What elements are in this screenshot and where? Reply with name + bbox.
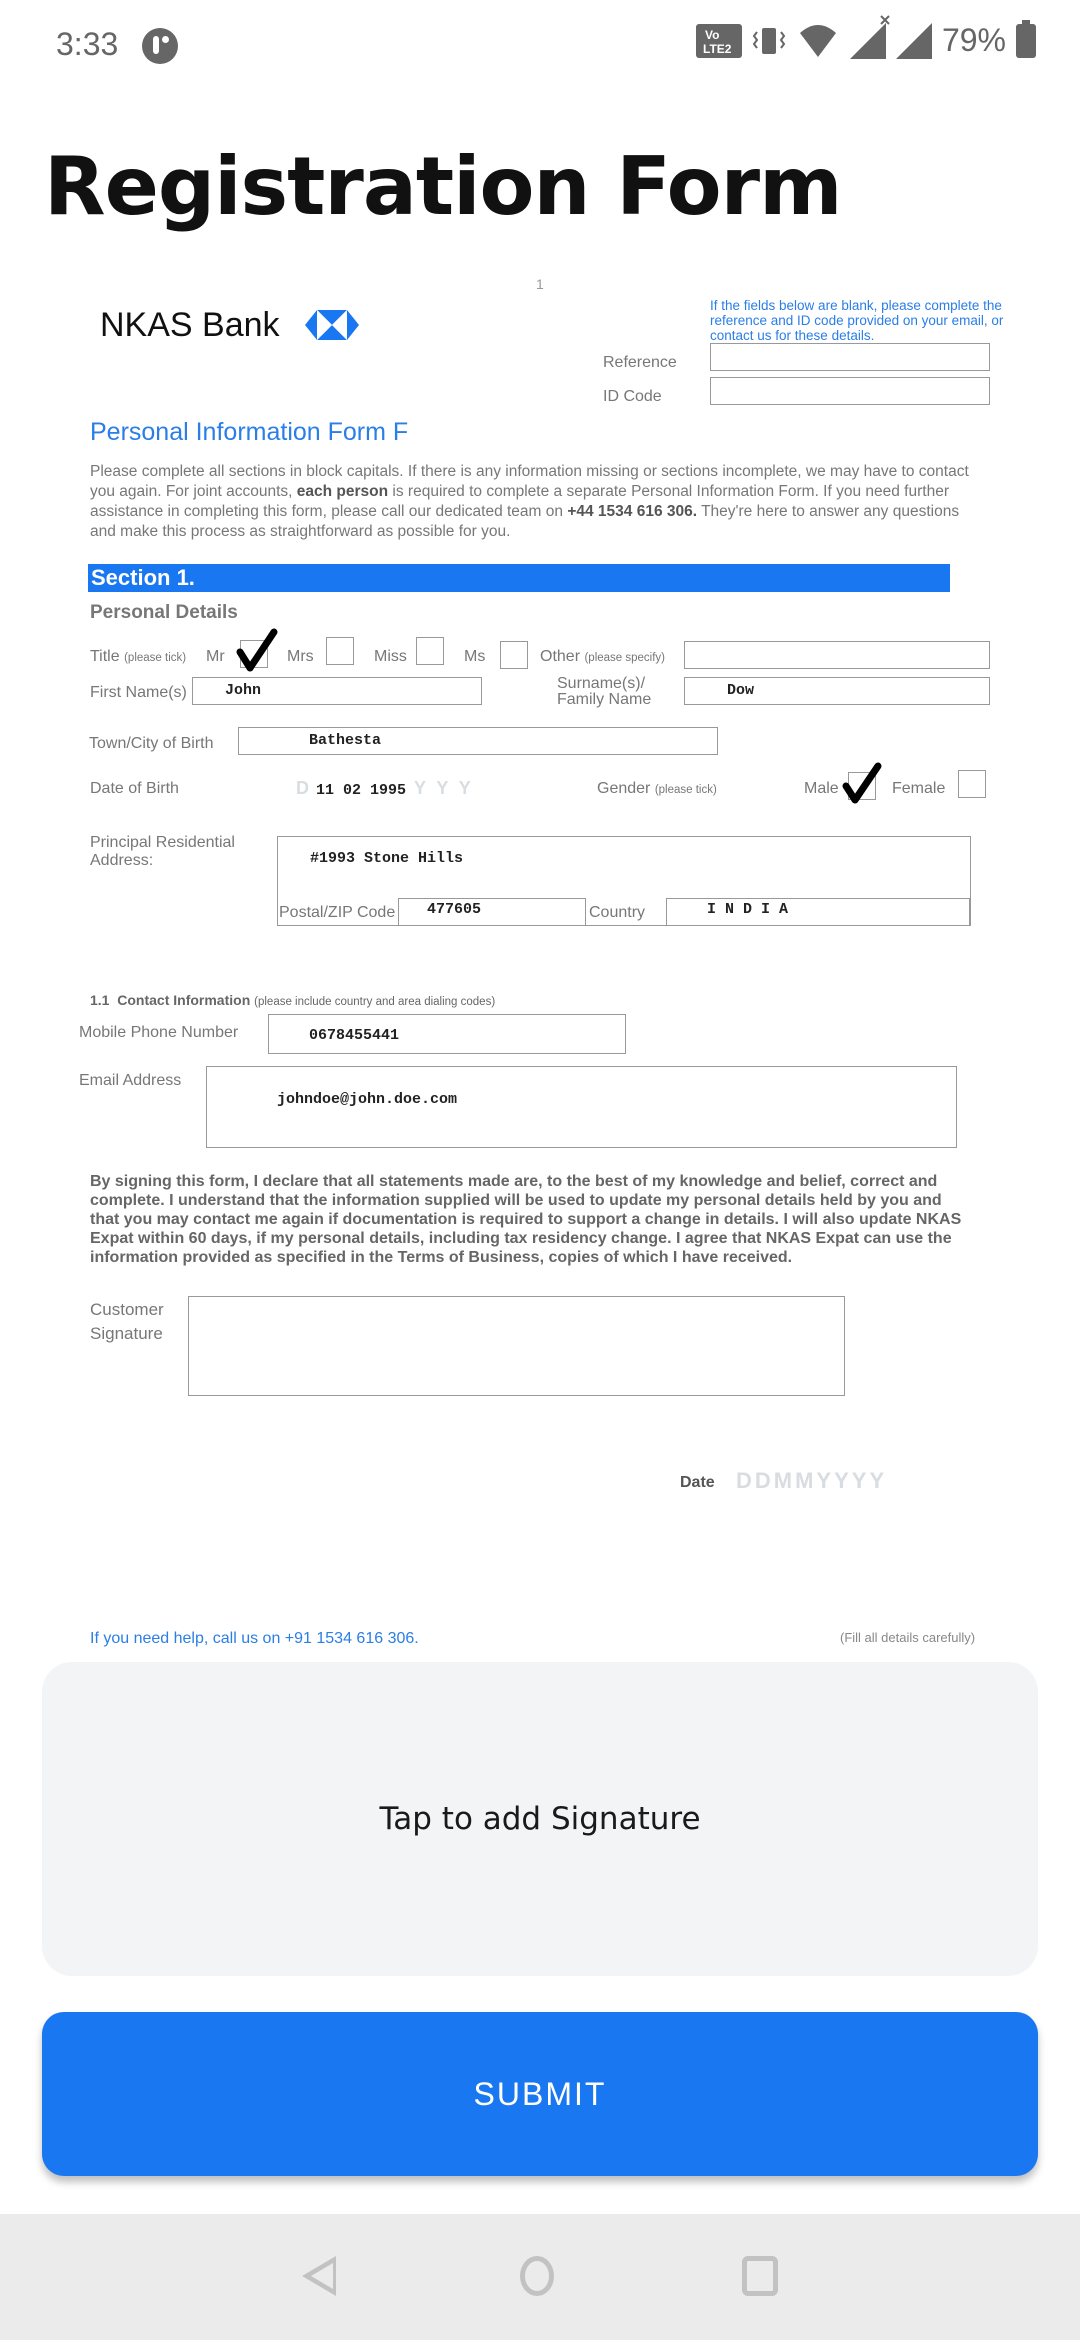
- customer-signature-box[interactable]: [188, 1296, 845, 1396]
- status-icons: [696, 22, 1036, 59]
- intro-part-1: Please complete all sections in block capitals. If there is any information missing or sections incomplete, we may have to contact you again. For joint accounts,: [90, 463, 969, 500]
- app-notification-icon: [142, 28, 178, 64]
- signature-date-field[interactable]: DDMMYYYY: [736, 1468, 888, 1493]
- address-label: Principal Residential Address:: [90, 834, 235, 869]
- postal-code-field[interactable]: 477605: [398, 898, 586, 926]
- gender-male-checkbox[interactable]: [848, 772, 876, 800]
- vibrate-icon: [752, 24, 786, 58]
- bank-name: NKAS Bank: [100, 306, 280, 344]
- surname-label: Surname(s)/ Family Name: [557, 675, 652, 708]
- intro-part-3: They're here to answer any questions and make this process as straightforward as possible for you.: [90, 503, 960, 540]
- mobile-phone-field[interactable]: 0678455441: [268, 1014, 626, 1054]
- first-name-field[interactable]: John: [192, 677, 482, 705]
- fill-note: (Fill all details carefully): [840, 1630, 976, 1645]
- id-code-field[interactable]: [710, 377, 990, 405]
- intro-text: [90, 462, 970, 542]
- section-1-header: Section 1.: [88, 564, 950, 592]
- intro-part-2: is required to complete a separate Personal Information Form. If you need further assistance in completing this form, please call our dedicated team on: [90, 483, 949, 520]
- recent-apps-icon[interactable]: [742, 2256, 778, 2296]
- mobile-label: Mobile Phone Number: [79, 1024, 239, 1041]
- submit-button[interactable]: SUBMIT: [42, 2012, 1038, 2176]
- gender-label: Gender (please tick): [597, 780, 717, 797]
- dob-label: Date of Birth: [90, 780, 179, 797]
- other-label: Other (please specify): [540, 648, 666, 665]
- battery-icon: [1016, 24, 1036, 58]
- first-name-label: First Name(s): [90, 684, 187, 701]
- form-heading: Personal Information Form F: [90, 418, 409, 446]
- svg-text:LTE2: LTE2: [702, 41, 732, 56]
- declaration-text: By signing this form, I declare that all statements made are, to the best of my knowledge and belief, correct and complete. I understand that the information supplied will be used to update my personal details held by you and that you may contact me again if documentation is required to support a change in details. I will also update NKAS Expat within 60 days, if my personal details, including tax residency change. I agree that NKAS Expat can use the information provided as specified in the Terms of Business, copies of which I have received.: [90, 1173, 962, 1266]
- back-icon[interactable]: [302, 2256, 336, 2296]
- email-label: Email Address: [79, 1072, 182, 1089]
- personal-details-heading: Personal Details: [90, 602, 238, 623]
- home-icon[interactable]: [520, 2256, 554, 2296]
- customer-signature-label: Customer Signature: [90, 1300, 164, 1343]
- gender-female-label: Female: [892, 780, 946, 797]
- help-text: If you need help, call us on +91 1534 616 306.: [90, 1630, 419, 1647]
- dob-field[interactable]: [296, 778, 474, 799]
- intro-bold-each-person: each person: [296, 483, 389, 500]
- contact-heading: 1.1 Contact Information (please include country and area dialing codes): [90, 992, 496, 1008]
- title-option-miss-label: Miss: [374, 648, 407, 665]
- surname-field[interactable]: Dow: [684, 677, 990, 705]
- dob-placeholder-prefix: D: [296, 778, 312, 798]
- address-field[interactable]: #1993 Stone Hills: [310, 850, 464, 867]
- status-time: 3:33: [56, 26, 119, 62]
- svg-text:Vo: Vo: [704, 27, 720, 42]
- bank-logo-icon: [305, 310, 359, 340]
- country-field[interactable]: I N D I A: [666, 898, 970, 926]
- town-label: Town/City of Birth: [89, 735, 214, 752]
- intro-bold-phone: +44 1534 616 306.: [567, 503, 698, 520]
- title-label: Title (please tick): [90, 648, 187, 665]
- reference-label: Reference: [603, 354, 677, 371]
- title-miss-checkbox[interactable]: [416, 637, 444, 665]
- volte-icon: [696, 24, 742, 58]
- reference-field[interactable]: [710, 343, 990, 371]
- postal-label: Postal/ZIP Code: [279, 904, 396, 921]
- gender-male-label: Male: [804, 780, 839, 797]
- title-ms-checkbox[interactable]: [500, 641, 528, 669]
- other-title-field[interactable]: [684, 641, 990, 669]
- signature-pad-label: Tap to add Signature: [379, 1801, 701, 1837]
- title-mrs-checkbox[interactable]: [326, 637, 354, 665]
- title-option-mr-label: Mr: [206, 648, 225, 665]
- email-field[interactable]: johndoe@john.doe.com: [206, 1066, 957, 1148]
- title-option-ms-label: Ms: [464, 648, 486, 665]
- id-code-label: ID Code: [603, 388, 662, 405]
- wifi-icon: [796, 23, 840, 59]
- reference-instructions: If the fields below are blank, please complete the reference and ID code provided on your email, or contact us for these details.: [710, 298, 1004, 343]
- dob-placeholder-suffix: Y Y Y: [414, 778, 474, 798]
- signal-icon: [850, 23, 886, 59]
- signature-pad[interactable]: [42, 1662, 1038, 1976]
- dob-value: 11 02 1995: [316, 782, 407, 799]
- battery-percent: 79%: [941, 22, 1006, 58]
- title-option-mrs-label: Mrs: [287, 648, 314, 665]
- signal-icon-2: [896, 23, 932, 59]
- town-field[interactable]: Bathesta: [238, 727, 718, 755]
- date-label: Date: [680, 1474, 715, 1491]
- page-title: Registration Form: [44, 140, 842, 233]
- country-label: Country: [589, 904, 646, 921]
- page-number: 1: [536, 276, 544, 292]
- title-mr-checkbox[interactable]: [240, 640, 268, 668]
- gender-female-checkbox[interactable]: [958, 770, 986, 798]
